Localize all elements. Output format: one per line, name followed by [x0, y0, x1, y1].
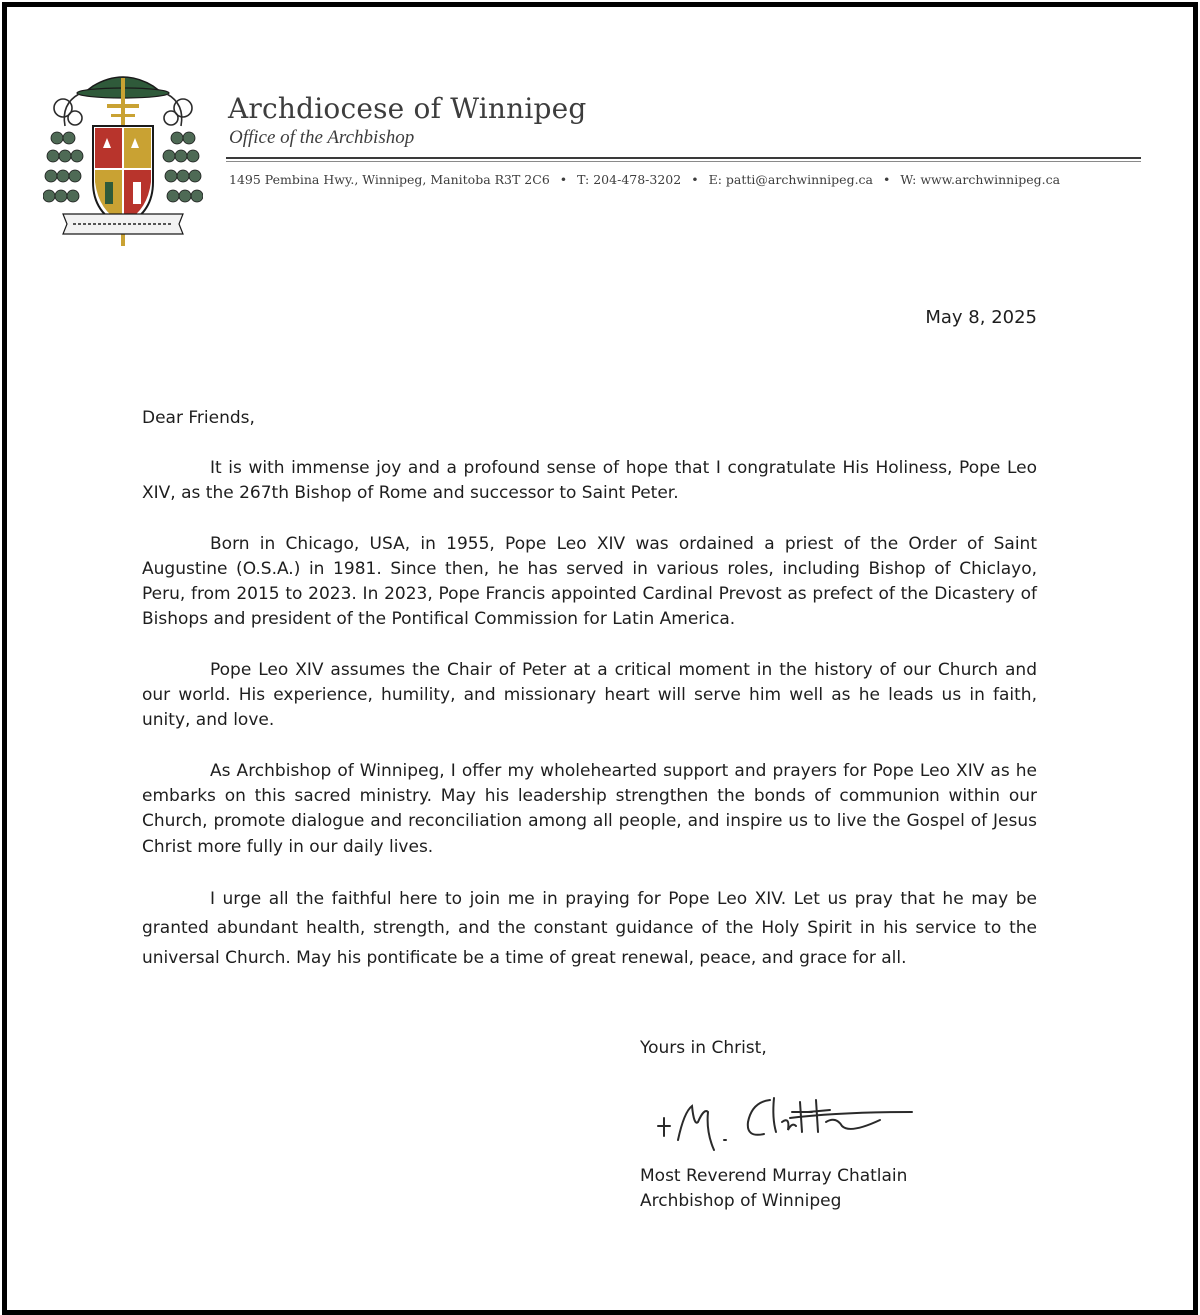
closing: Yours in Christ,: [640, 1038, 767, 1058]
phone: T: 204-478-3202: [577, 172, 682, 187]
signer-name: Most Reverend Murray Chatlain: [640, 1166, 908, 1186]
separator: •: [559, 172, 568, 187]
letter-date: May 8, 2025: [925, 307, 1037, 328]
organization-name: Archdiocese of Winnipeg: [228, 92, 587, 125]
address: 1495 Pembina Hwy., Winnipeg, Manitoba R3T 2C6: [229, 172, 550, 187]
email-link[interactable]: E: patti@archwinnipeg.ca: [708, 172, 874, 187]
paragraph: Pope Leo XIV assumes the Chair of Peter at a critical moment in the history of our Church and our world. His experience, humility, and missionary heart will serve him well as he leads us in faith, unity, and love.: [142, 659, 1037, 731]
separator: •: [691, 172, 699, 187]
office-name: Office of the Archbishop: [229, 127, 415, 148]
separator: •: [883, 172, 891, 187]
signature-icon: [640, 1082, 920, 1162]
signer-title: Archbishop of Winnipeg: [640, 1191, 842, 1211]
coat-of-arms-icon: [43, 64, 203, 246]
letterhead-rule-thin: [226, 161, 1141, 162]
website-link[interactable]: W: www.archwinnipeg.ca: [900, 172, 1061, 187]
signer-block: [640, 1164, 907, 1214]
contact-line: [229, 172, 1149, 187]
paragraph: Born in Chicago, USA, in 1955, Pope Leo XIV was ordained a priest of the Order of Saint Augustine (O.S.A.) in 1981. Since then, he has served in various roles, including Bishop of Chiclayo, Peru, from 2015 to 2023. In 2023, Pope Francis appointed Cardinal Prevost as prefect of the Dicastery of Bishops and president of the Pontifical Commission for Latin America.: [142, 533, 1037, 630]
salutation: Dear Friends,: [142, 408, 255, 428]
paragraph: I urge all the faithful here to join me in praying for Pope Leo XIV. Let us pray that he may be granted abundant health, strength, and the constant guidance of the Holy Spirit in his service to the universal Church. May his pontificate be a time of great renewal, peace, and grace for all.: [142, 888, 1037, 968]
letterhead-rule: [226, 157, 1141, 159]
paragraph: As Archbishop of Winnipeg, I offer my wholehearted support and prayers for Pope Leo XIV as he embarks on this sacred ministry. May his leadership strengthen the bonds of communion within our Church, promote dialogue and reconciliation among all people, and inspire us to live the Gospel of Jesus Christ more fully in our daily lives.: [142, 760, 1037, 857]
paragraph: It is with immense joy and a profound sense of hope that I congratulate His Holiness, Pope Leo XIV, as the 267th Bishop of Rome and successor to Saint Peter.: [142, 458, 1037, 504]
letter-body: [142, 456, 1037, 998]
